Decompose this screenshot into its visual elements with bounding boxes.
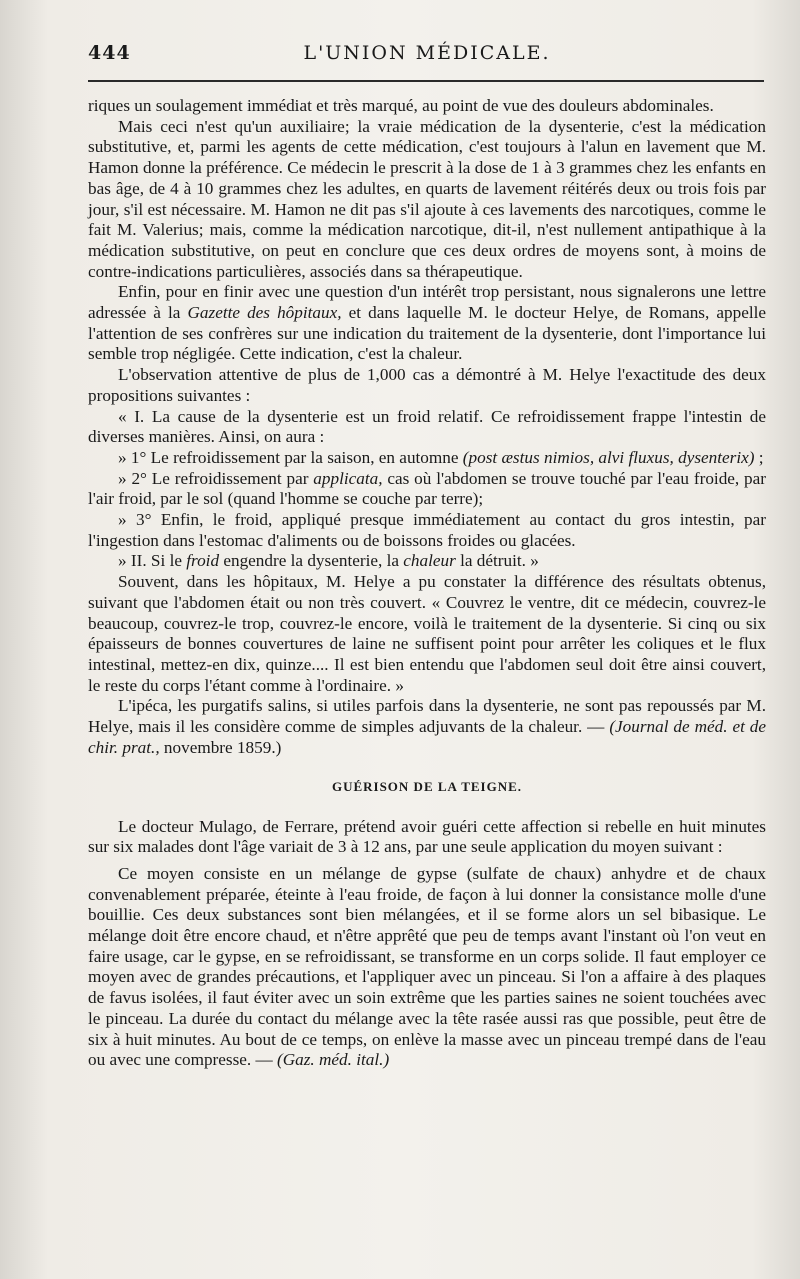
page-number: 444 [88,42,131,64]
quote-paragraph: » 1° Le refroidissement par la saison, en automne (post æstus nimios, alvi fluxus, dysenterix) ; [118,447,764,467]
italic-text: froid [186,551,220,571]
quote-paragraph: » 2° Le refroidissement par applicata, cas où l'abdomen se trouve touché par l'eau froide, par l'air froid, par le sol (quand l'homme se couche par terre); [88,468,767,509]
paragraph: L'ipéca, les purgatifs salins, si utiles parfois dans la dysenterie, ne sont pas repoussés par M. Helye, mais il les considère comme de simples adjuvants de la chaleur. — (Journal de méd. et de chir. prat., novembre 1859.) [88,696,766,757]
paragraph: Le docteur Mulago, de Ferrare, prétend avoir guéri cette affection si rebelle en huit minutes sur six malades dont l'âge variait de 3 à 12 ans, par une seule application du moyen suivant : [88,816,766,857]
page-header [88,42,766,76]
quote-paragraph: » II. Si le froid engendre la dysenterie, la chaleur la détruit. » [118,551,539,571]
journal-title: L'UNION MÉDICALE. [303,42,551,64]
italic-text: (Journal de méd. et de chir. prat., [88,717,766,757]
italic-text: applicata, [313,468,383,488]
italic-text: (Gaz. méd. ital.) [277,1050,390,1070]
section-title: GUÉRISON DE LA TEIGNE. [331,778,523,794]
paragraph: riques un soulagement immédiat et très marqué, au point de vue des douleurs abdominales. [88,96,714,115]
quote-paragraph: « I. La cause de la dysenterie est un froid relatif. Ce refroidissement frappe l'intestin de diverses manières. Ainsi, on aura : [88,406,766,447]
paragraph: Ce moyen consiste en un mélange de gypse (sulfate de chaux) anhydre et de chaux convenablement préparée, éteinte à l'eau froide, de façon à lui donner la consistance molle d'une bouillie. Ces deux substances sont bien mélangées, et il se forme alors un sel bibasique. Le mélange doit être encore chaud, et n'être apprêté que peu de temps avant l'instant où l'on veut en faire usage, car le gypse, en se refroidissant, se transforme en un corps solide. Il faut employer ce moyen avec de grandes précautions, et l'appliquer avec un pinceau. Si l'on a affaire à des plaques de favus isolées, il faut éviter avec un soin extrême que les parties saines ne soient touchées avec le pinceau. La durée du contact du mélange avec la tête rasée aussi ras que possible, peut être de six à huit minutes. Au bout de ce temps, on enlève la masse avec un pinceau trempé dans de l'eau ou avec une compresse. — (Gaz. méd. ital.) [88,863,766,1070]
italic-text: (post æstus nimios, alvi fluxus, dysenterix) [462,447,755,467]
header-rule [88,80,764,82]
page-body [88,96,766,1071]
italic-text: Gazette des hôpitaux, [187,303,342,323]
paragraph: Mais ceci n'est qu'un auxiliaire; la vraie médication de la dysenterie, c'est la médication substitutive, et, parmi les agents de cette médication, c'est toujours à l'alun en lavement que M. Hamon donne la préférence. Ce médecin le prescrit à la dose de 1 à 3 grammes chez les enfants en bas âge, de 4 à 10 grammes chez les adultes, en quarts de lavement réitérés deux ou trois fois par jour, s'il est nécessaire. M. Hamon ne dit pas s'il ajoute à ces lavements des narcotiques, comme le fait M. Valerius; mais, comme la médication narcotique, dit-il, n'est nullement antipathique à la médication substitutive, on peut en conclure que ces deux ordres de moyens sont, à moins de contre-indications particulières, associés dans sa thérapeutique. [88,116,766,281]
quote-paragraph: » 3° Enfin, le froid, appliqué presque immédiatement au contact du gros intestin, par l'ingestion dans l'estomac d'aliments ou de boissons froides ou glacées. [88,510,766,550]
paragraph: Enfin, pour en finir avec une question d'un intérêt trop persistant, nous signalerons une lettre adressée à la Gazette des hôpitaux, et dans laquelle M. le docteur Helye, de Romans, appelle l'attention de ses confrères sur une indication du traitement de la dysenterie, dont l'importance lui semble trop négligée. Cette indication, c'est la chaleur. [88,282,766,364]
italic-text: chaleur [403,551,456,571]
paragraph: L'observation attentive de plus de 1,000 cas a démontré à M. Helye l'exactitude des deux propositions suivantes : [88,365,766,405]
paragraph: Souvent, dans les hôpitaux, M. Helye a pu constater la différence des résultats obtenus, suivant que l'abdomen était ou non très couvert. « Couvrez le ventre, dit ce médecin, couvrez-le beaucoup, couvrez-le trop, couvrez-le encore, voilà le traitement de la dysenterie. Si cinq ou six épaisseurs de bonnes couvertures de laine ne suffisent point pour arrêter les coliques et le flux intestinal, mettez-en dix, quinze.... Il est bien entendu que l'abdomen seul doit être ainsi couvert, le reste du corps l'étant comme à l'ordinaire. » [88,572,766,695]
